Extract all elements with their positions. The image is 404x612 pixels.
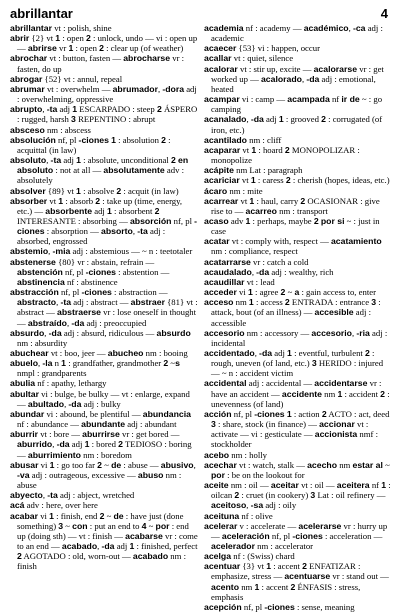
dictionary-entry: abundar vi : abound, be plentiful — abundancia nf : abundance — abundante adj : abundant	[10, 408, 192, 430]
dictionary-entry: aceite nm : oil — aceitar vt : oil — aceitera nf 1 : oilcan 2 : cruet (in cookery) 3 Lat : oil refinery — aceitoso, -sa adj : oily	[204, 480, 391, 511]
dictionary-entry: abstemio, -mia adj : abstemious — ~ n : teetotaler	[10, 246, 193, 257]
dictionary-entry: acá adv : here, over here	[10, 500, 98, 511]
dictionary-entry: abrillantar vt : polish, shine	[10, 23, 112, 33]
dictionary-entry: absolución nf, pl -ciones 1 : absolution 2 : acquittal (in law)	[10, 134, 171, 155]
dictionary-entry: abyecto, -ta adj : abject, wretched	[10, 490, 135, 501]
dictionary-entry: acaecer {53} vi : happen, occur	[204, 43, 320, 54]
columns	[10, 23, 394, 612]
dictionary-entry: acantilado nm : cliff	[204, 134, 282, 145]
dictionary-entry: abrupto, -ta adj 1 ESCARPADO : steep 2 ÁSPERO : rugged, harsh 3 REPENTINO : abrupt	[10, 104, 198, 125]
dictionary-entry: absurdo, -da adj : absurd, ridiculous — absurdo nm : absurdity	[10, 327, 191, 348]
dictionary-entry: acatarrarse vr : catch a cold	[204, 256, 309, 267]
dictionary-entry: acallar vt : quiet, silence	[204, 53, 294, 64]
dictionary-entry: acelerar v : accelerate — acelerarse vr : hurry up — aceleración nf, pl -ciones : acceleration — acelerador nm : accelerator	[204, 520, 388, 551]
dictionary-entry: acalorar vt : stir up, excite — acalorarse vr : get worked up — acalorado, -da adj : emotional, heated	[204, 63, 384, 94]
dictionary-entry: abuelo, -la n 1 : grandfather, grandmother 2 ~s nmpl : grandparents	[10, 358, 180, 379]
dictionary-entry: abrumar vt : overwhelm — abrumador, -dora adj : overwhelming, oppressive	[10, 83, 197, 105]
dictionary-entry: ácaro nm : mite	[204, 185, 263, 196]
dictionary-entry: aceituna nf : olive	[204, 510, 273, 521]
dictionary-entry: acentuar {3} vt 1 : accent 2 ENFATIZAR : emphasize, stress — acentuarse vr : stand out — acento nm 1 : accent 2 ÉNFASIS : stress, emphasis	[204, 561, 389, 602]
dictionary-entry: abrogar {52} vt : annul, repeal	[10, 73, 123, 84]
dictionary-entry: absolver {89} vt 1 : absolve 2 : acquit (in law)	[10, 185, 179, 196]
dictionary-entry: acelga nf : (Swiss) chard	[204, 551, 295, 562]
dictionary-entry: abrochar vt : button, fasten — abrocharse vr : fasten, do up	[10, 53, 185, 74]
dictionary-entry: abulia nf : apathy, lethargy	[10, 378, 107, 389]
dictionary-entry: acariciar vt 1 : caress 2 : cherish (hopes, ideas, etc.)	[204, 175, 390, 186]
dictionary-entry: abusar vi 1 : go too far 2 ~ de : abuse — abusivo, -va adj : outrageous, excessive — abuso nm : abuse	[10, 459, 196, 491]
dictionary-entry: accidentado, -da adj 1 : eventful, turbulent 2 : rough, uneven (of land, etc.) 3 HERIDO : injured — ~ n : accident victim	[204, 348, 384, 379]
dictionary-entry: accidental adj : accidental — accidentarse vr : have an accident — accidente nm 1 : accident 2 : unevenness (of land)	[204, 378, 390, 409]
dictionary-entry: acampar vi : camp — acampada nf ir de ~ : go camping	[204, 94, 383, 115]
dictionary-entry: academia nf : academy — académico, -ca adj : academic	[204, 23, 383, 44]
dictionary-entry: acceso nm 1 : access 2 ENTRADA : entrance 3 : attack, bout (of an illness) — accesible adj : accessible	[204, 297, 381, 328]
running-headword: abrillantar	[10, 6, 73, 21]
dictionary-entry: aburrir vt : bore — aburrirse vr : get bored — aburrido, -da adj 1 : bored 2 TEDIOSO : boring — aburrimiento nm : boredom	[10, 429, 192, 460]
dictionary-entry: acatar vt : comply with, respect — acatamiento nm : compliance, respect	[204, 236, 382, 257]
dictionary-entry: acaparar vt 1 : hoard 2 MONOPOLIZAR : monopolize	[204, 144, 360, 166]
dictionary-entry: acarrear vt 1 : haul, carry 2 OCASIONAR : give rise to — acarreo nm : transport	[204, 195, 380, 216]
dictionary-entry: abuchear vt : boo, jeer — abucheo nm : booing	[10, 348, 188, 358]
right-column	[204, 23, 392, 612]
dictionary-entry: abultar vi : bulge, be bulky — vt : enlarge, expand — abultado, -da adj : bulky	[10, 388, 190, 409]
dictionary-entry: acabar vi 1 : finish, end 2 ~ de : have just (done something) 3 ~ con : put an end to 4 ~ por : end up (doing sth) — vt : finish — acabarse vr : come to an end — acabado, -da adj 1 : finished, perfect 2 AGOTADO : old, worn-out — acabado nm : finish	[10, 510, 198, 572]
dictionary-entry: abstracción nf, pl -ciones : abstraction — abstracto, -ta adj : abstract — abstraer {81} vt : abstract — abstraerse vr : lose oneself in thought — abstraído, -da adj : preoccupied	[10, 287, 198, 328]
dictionary-entry: acebo nm : holly	[204, 449, 267, 460]
left-column	[10, 23, 198, 612]
dictionary-entry: acanalado, -da adj 1 : grooved 2 : corrugated (of iron, etc.)	[204, 114, 383, 135]
dictionary-entry: acaso adv 1 : perhaps, maybe 2 por si ~ : just in case	[204, 215, 380, 237]
dictionary-entry: absoluto, -ta adj 1 : absolute, unconditional 2 en absoluto : not at all — absolutamente adv : absolutely	[10, 155, 189, 186]
dictionary-entry: acaudillar vt : lead	[204, 276, 275, 287]
dictionary-entry: abrir {2} vt 1 : open 2 : unlock, undo — vi : open up — abrirse vr 1 : open 2 : clear up (of weather)	[10, 33, 198, 54]
dictionary-entry: absorber vt 1 : absorb 2 : take up (time, energy, etc.) — absorbente adj 1 : absorbent 2 INTERESANTE : absorbing — absorción nf, pl -ciones : absorption — absorto, -ta adj : absorbed, engrossed	[10, 195, 198, 247]
page-header	[10, 6, 394, 21]
dictionary-entry: accesorio nm : accessory — accesorio, -ria adj : incidental	[204, 327, 388, 348]
dictionary-entry: absceso nm : abscess	[10, 124, 91, 135]
dictionary-entry: acechar vt : watch, stalk — acecho nm estar al ~ por : be on the lookout for	[204, 459, 390, 480]
dictionary-entry: acción nf, pl -ciones 1 : action 2 ACTO : act, deed 3 : share, stock (in finance) — accionar vt : activate — vi : gesticulate — accionista nmf : stockholder	[204, 408, 390, 450]
dictionary-entry: acaudalado, -da adj : wealthy, rich	[204, 266, 334, 277]
dictionary-entry: acceder vi 1 : agree 2 ~ a : gain access to, enter	[204, 287, 376, 298]
dictionary-entry: acápite nm Lat : paragraph	[204, 165, 303, 176]
dictionary-entry: acepción nf, pl -ciones : sense, meaning	[204, 601, 355, 612]
dictionary-entry: abstenerse {80} vr : abstain, refrain — abstención nf, pl -ciones : abstention — abstinencia nf : abstinence	[10, 256, 170, 287]
page-number: 4	[380, 6, 388, 21]
